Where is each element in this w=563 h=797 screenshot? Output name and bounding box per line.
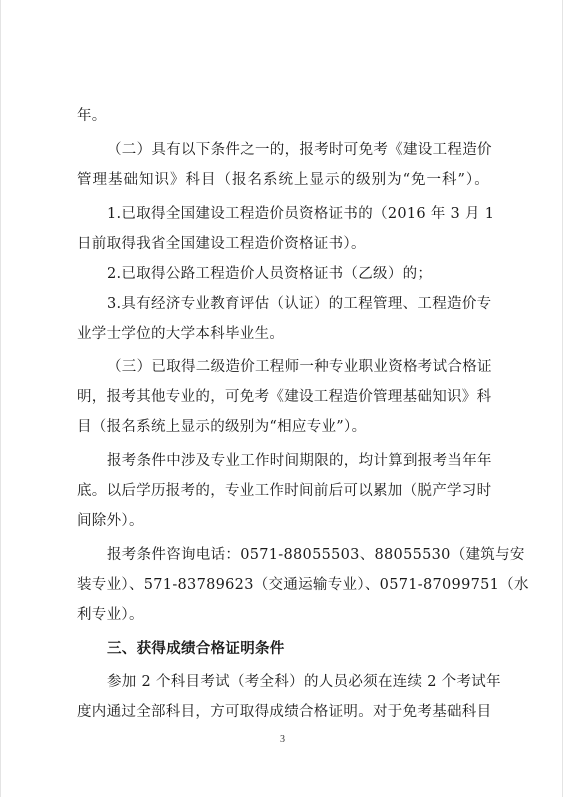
text-line: 报考条件咨询电话：0571-88055503、88055530（建筑与安 [107, 547, 525, 563]
text-line: 度内通过全部科目，方可取得成绩合格证明。对于免考基础科目 [77, 704, 492, 720]
text-line: 参加 2 个科目考试（考全科）的人员必须在连续 2 个考试年 [107, 674, 501, 690]
text-line: 目（报名系统上显示的级别为“相应专业”）。 [77, 419, 367, 435]
text-line: 装专业）、571-83789623（交通运输专业）、0571-87099751（水 [77, 577, 529, 593]
text-line: 管理基础知识》科目（报名系统上显示的级别为“免一科”）。 [77, 172, 489, 188]
text-line: 年。 [77, 108, 107, 124]
text-line: 2.已取得公路工程造价人员资格证书（乙级）的； [107, 266, 433, 282]
text-line: （三）已取得二级造价工程师一种专业职业资格考试合格证 [107, 359, 492, 375]
text-line: 利专业）。 [77, 607, 144, 623]
text-line: 报考条件中涉及专业工作时间期限的，均计算到报考当年年 [107, 453, 492, 469]
text-line: 底。以后学历报考的，专业工作时间前后可以累加（脱产学习时 [77, 483, 492, 499]
text-line: 1.已取得全国建设工程造价员资格证书的（2016 年 3 月 1 [107, 206, 495, 222]
text-line: 业学士学位的大学本科毕业生。 [77, 326, 285, 342]
text-line: 明，报考其他专业的，可免考《建设工程造价管理基础知识》科 [77, 389, 492, 405]
text-line: 日前取得我省全国建设工程造价资格证书）。 [77, 236, 366, 252]
text-line: 间除外）。 [77, 513, 144, 529]
text-line: （二）具有以下条件之一的，报考时可免考《建设工程造价 [107, 142, 492, 158]
section-heading: 三、获得成绩合格证明条件 [107, 641, 285, 657]
page-number: 3 [280, 734, 285, 745]
text-line: 3.具有经济专业教育评估（认证）的工程管理、工程造价专 [107, 296, 492, 312]
